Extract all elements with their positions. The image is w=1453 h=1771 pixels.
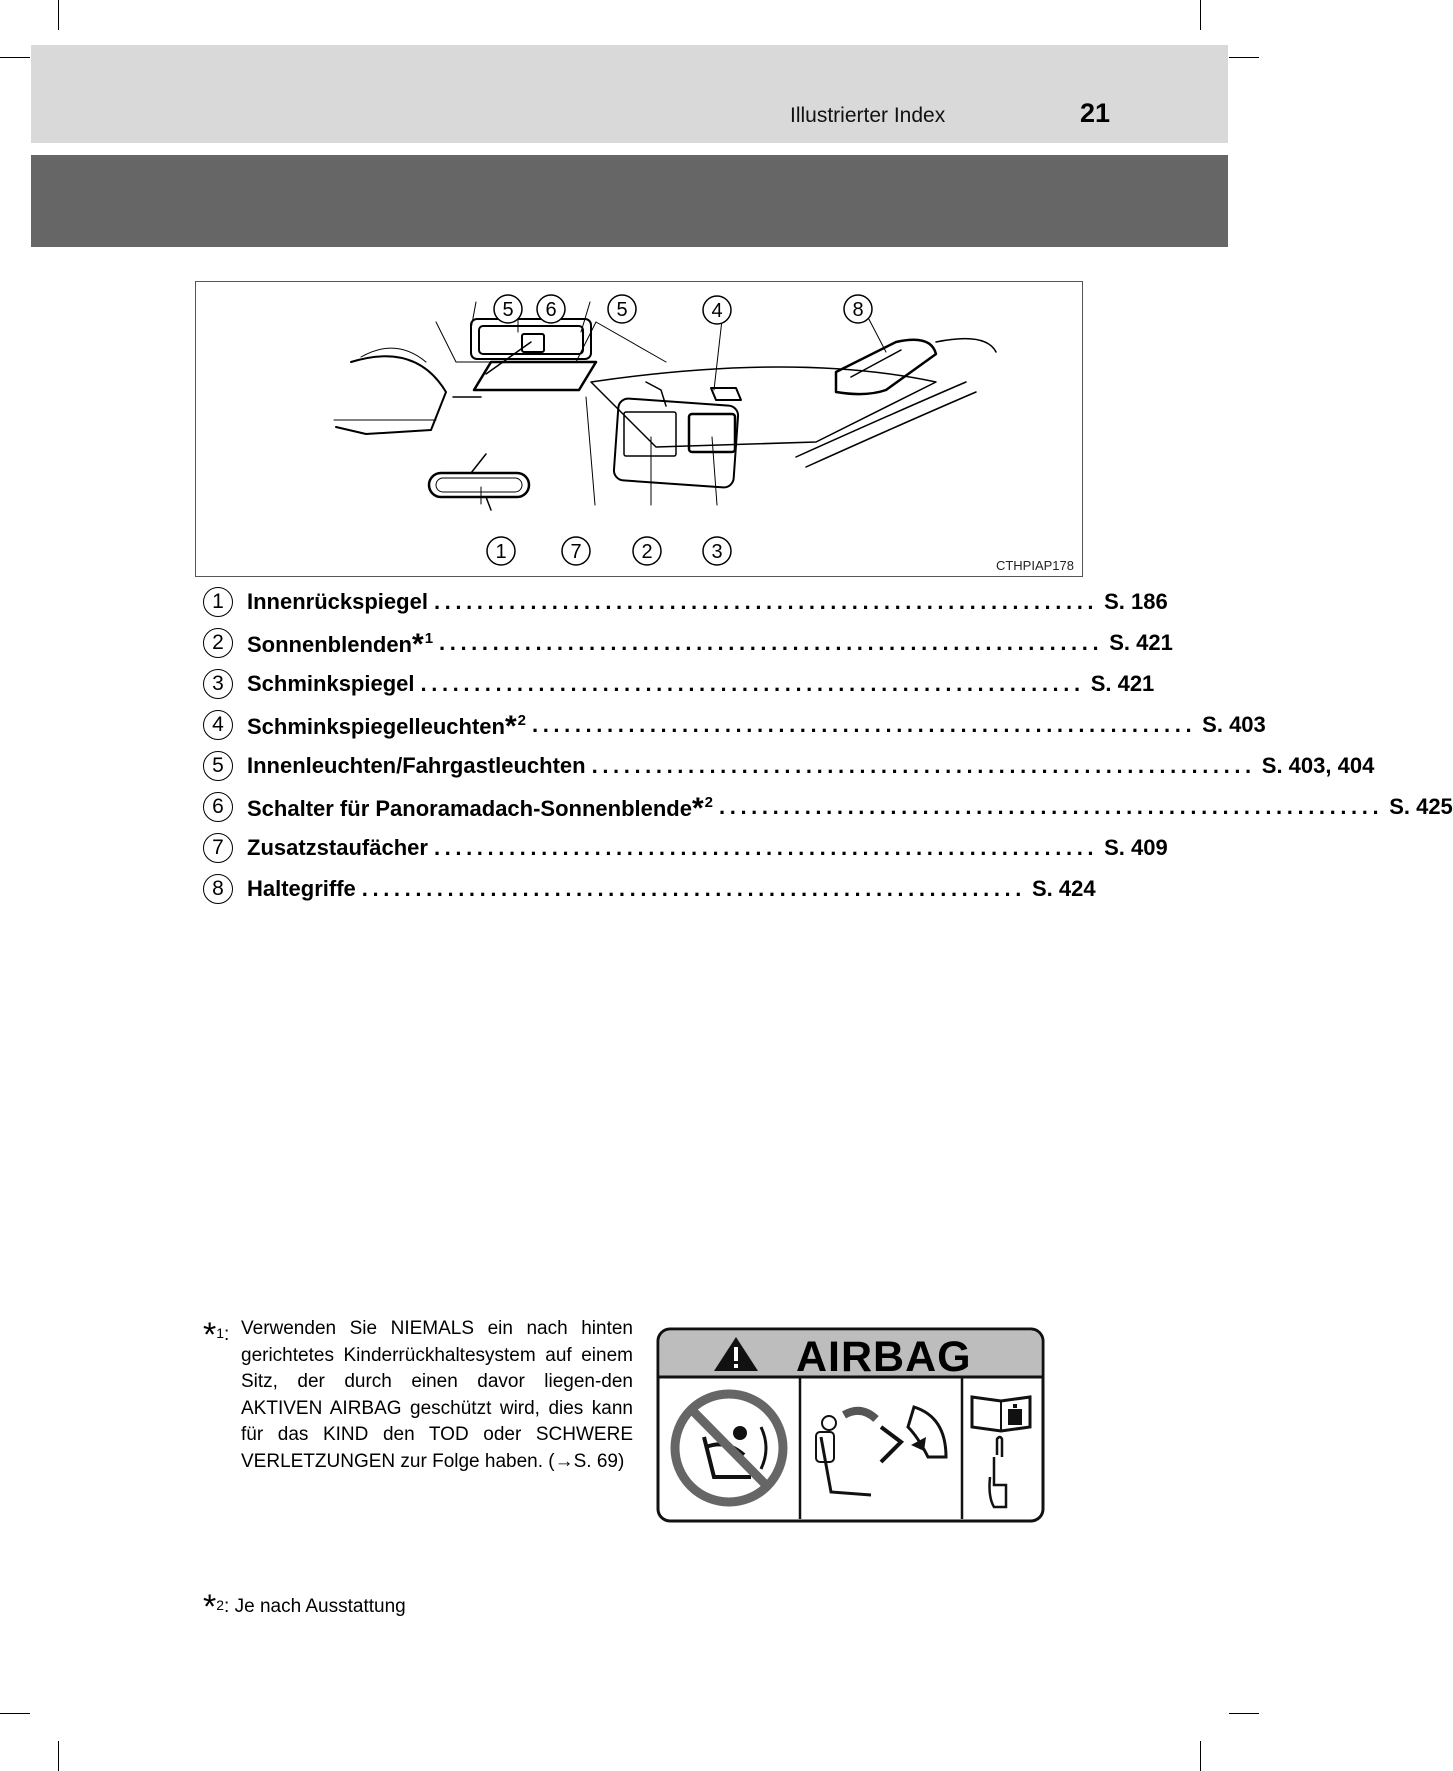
callout-5 <box>608 295 636 323</box>
header-dark-band <box>31 155 1228 247</box>
item-label: Zusatzstaufächer <box>247 834 428 860</box>
airbag-warning-label <box>656 1327 1045 1523</box>
header-band <box>31 45 1228 143</box>
dot-leader: .............................................................. <box>439 629 1104 655</box>
item-label: Innenleuchten/Fahrgastleuchten <box>247 752 586 778</box>
crop-mark <box>0 57 30 58</box>
crop-mark <box>0 1713 30 1714</box>
callout-8 <box>844 295 872 323</box>
index-item-1[interactable] <box>203 581 1168 622</box>
index-item-8[interactable] <box>203 868 1096 909</box>
section-title: Illustrierter Index <box>790 104 946 127</box>
crop-mark <box>1200 0 1201 30</box>
footnote-ref: 2 <box>704 793 714 811</box>
item-label: Innenrückspiegel <box>247 588 428 614</box>
item-number: 3 <box>203 669 233 699</box>
index-item-3[interactable] <box>203 663 1155 704</box>
callout-7 <box>562 537 590 565</box>
page-ref[interactable]: S. 421 <box>1109 629 1173 655</box>
item-number: 7 <box>203 833 233 863</box>
page-ref[interactable]: S. 424 <box>1031 875 1096 901</box>
index-item-6[interactable] <box>203 786 1453 827</box>
callout-1 <box>487 537 515 565</box>
item-label-wrap <box>247 790 713 824</box>
figure-code: CTHPIAP178 <box>995 558 1074 573</box>
item-number: 4 <box>203 710 233 740</box>
dot-leader: .............................................................. <box>591 752 1256 778</box>
overhead-illustration <box>195 281 1083 577</box>
callout-3 <box>703 537 731 565</box>
index-item-2[interactable] <box>203 622 1173 663</box>
page-ref[interactable]: S. 186 <box>1104 588 1168 614</box>
item-number: 6 <box>203 792 233 822</box>
no-rear-facing-seat-icon <box>675 1394 783 1502</box>
page-ref[interactable]: S. 409 <box>1104 834 1168 860</box>
item-label: Sonnenblenden <box>247 631 412 657</box>
crop-mark <box>1229 57 1259 58</box>
footnote-star-icon: * <box>412 627 424 661</box>
dot-leader: .............................................................. <box>532 711 1197 737</box>
svg-text:7: 7 <box>570 541 582 563</box>
svg-text:6: 6 <box>545 299 557 321</box>
svg-text:4: 4 <box>711 300 723 322</box>
footnote-star-icon: * <box>203 1316 217 1354</box>
dot-leader: .............................................................. <box>433 834 1099 860</box>
page-ref[interactable]: S. 425 <box>1389 793 1453 819</box>
item-number: 8 <box>203 874 233 904</box>
crop-mark <box>1200 1741 1201 1771</box>
crop-mark <box>58 1741 59 1771</box>
svg-text:2: 2 <box>641 541 653 563</box>
page-ref[interactable]: S. 421 <box>1090 670 1155 696</box>
footnote-number: 2 <box>216 1597 225 1613</box>
item-label-wrap <box>247 626 433 660</box>
footnote-1-text: Verwenden Sie NIEMALS ein nach hinten gerichtetes Kinderrückhaltesystem auf einem Sitz, der durch einen davor liegen-den AKTIVEN AIRBAG geschützt wird, dies kann für das KIND den TOD oder SCHWERE VERLETZUNGEN zur Folge haben. (→S. 69) <box>241 1318 633 1472</box>
footnote-ref: 1 <box>424 629 434 647</box>
page-number: 21 <box>1080 98 1111 128</box>
page-ref[interactable]: S. 403 <box>1202 711 1266 737</box>
footnote-star-icon: * <box>691 791 704 825</box>
dot-leader: .............................................................. <box>719 793 1384 819</box>
svg-text:3: 3 <box>711 541 723 563</box>
callout-5 <box>494 295 522 323</box>
airbag-title: AIRBAG <box>796 1333 972 1381</box>
svg-text:8: 8 <box>852 299 864 321</box>
item-label: Haltegriffe <box>247 875 356 901</box>
dot-leader: .............................................................. <box>433 588 1099 614</box>
callout-6 <box>537 295 565 323</box>
footnote-star-icon: * <box>203 1588 217 1626</box>
svg-text:1: 1 <box>495 541 507 563</box>
index-item-7[interactable] <box>203 827 1168 868</box>
item-label: Schalter für Panoramadach-Sonnenblende <box>247 795 692 821</box>
svg-text:5: 5 <box>502 299 514 321</box>
callout-2 <box>633 537 661 565</box>
crop-mark <box>58 0 59 30</box>
footnote-2-text: Je nach Ausstattung <box>234 1596 406 1617</box>
item-number: 2 <box>203 628 233 658</box>
index-list <box>203 581 1453 909</box>
page-ref[interactable]: S. 403, 404 <box>1261 752 1375 778</box>
crop-mark <box>1229 1713 1259 1714</box>
index-item-4[interactable] <box>203 704 1266 745</box>
footnote-1 <box>203 1316 633 1475</box>
footnote-star-icon: * <box>504 709 517 743</box>
item-label-wrap <box>247 708 526 742</box>
dot-leader: .............................................................. <box>361 875 1026 901</box>
dot-leader: .............................................................. <box>420 670 1085 696</box>
footnote-ref: 2 <box>517 711 526 729</box>
footnote-number: 1 <box>216 1325 225 1341</box>
footnote-1-marker: $*_1$: <box>203 1316 230 1354</box>
item-number: 5 <box>203 751 233 781</box>
svg-text:5: 5 <box>616 299 628 321</box>
item-number: 1 <box>203 587 233 617</box>
item-label: Schminkspiegelleuchten <box>247 713 505 739</box>
callout-4 <box>703 296 731 324</box>
index-item-5[interactable] <box>203 745 1375 786</box>
footnote-2: $*_2$: Je nach Ausstattung <box>203 1588 406 1626</box>
item-label: Schminkspiegel <box>247 670 415 696</box>
overhead-line-drawing <box>196 282 1082 576</box>
